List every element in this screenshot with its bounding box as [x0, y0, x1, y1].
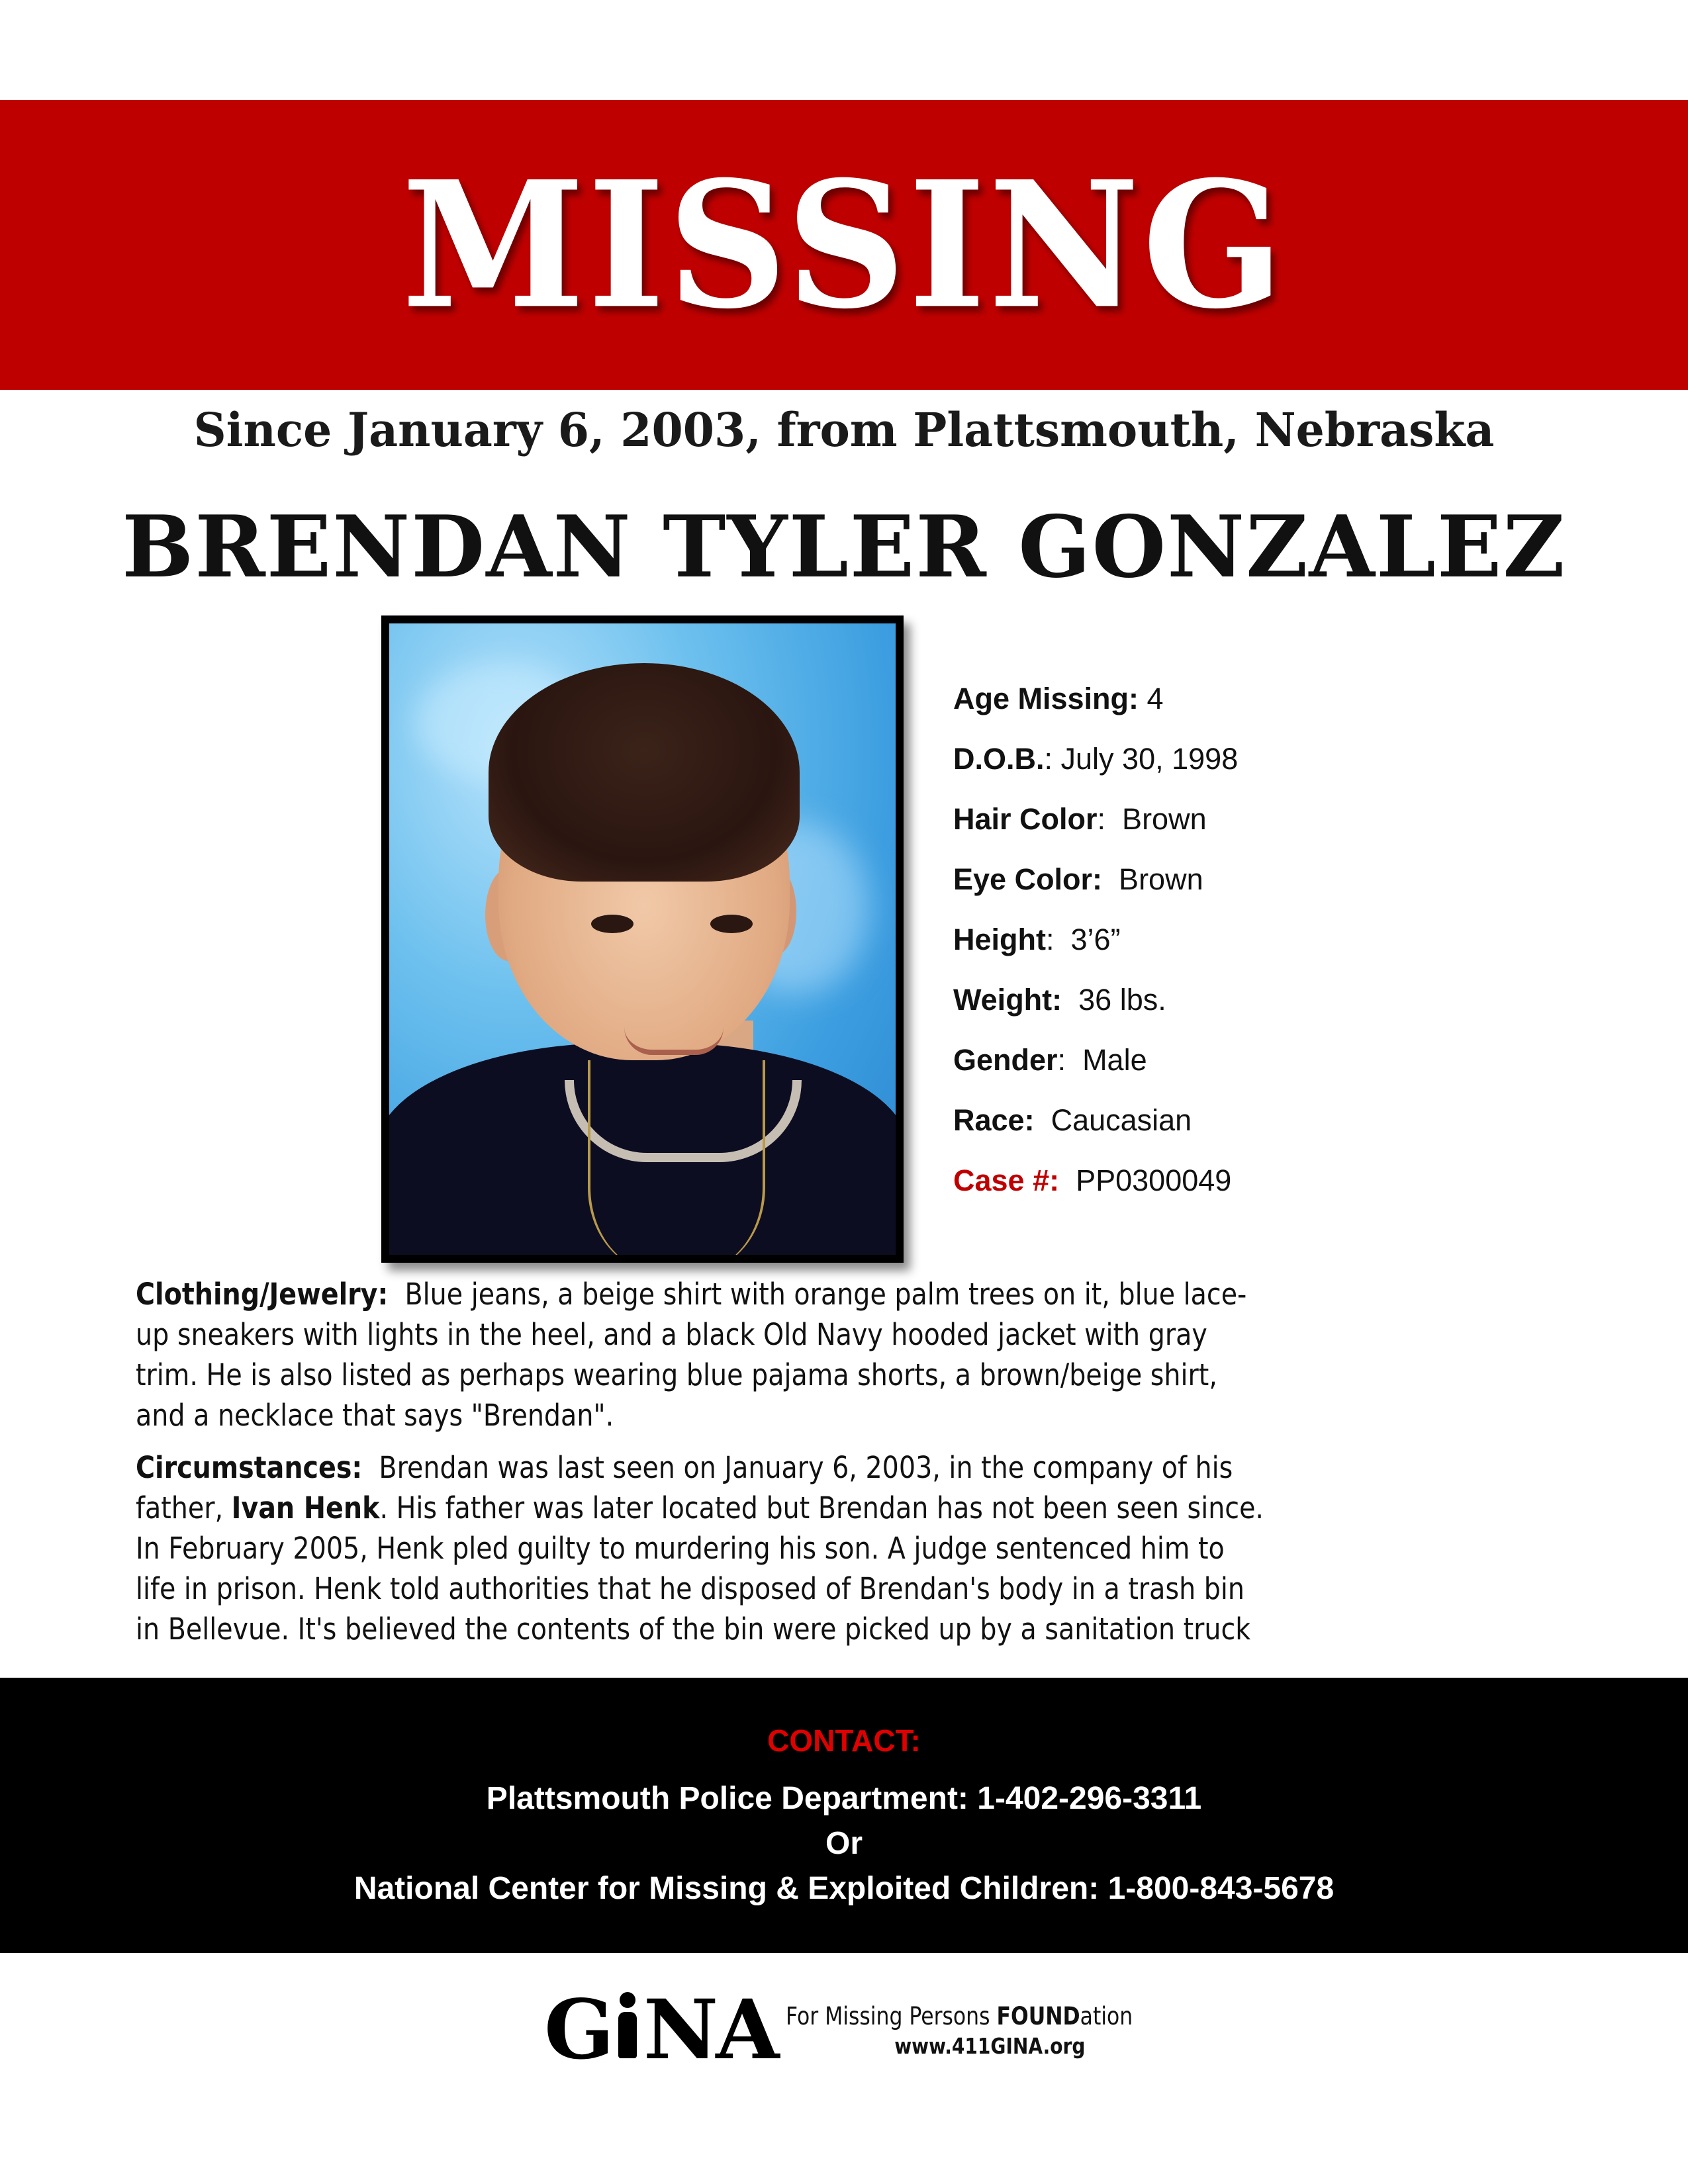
- circumstances-paragraph: Circumstances: Brendan was last seen on January 6, 2003, in the company of his father, Ivan Henk. His father was later located but Brendan has not been seen since. In February 2005, Henk pled guilty to murdering his son. A judge sentenced him to life in prison. Henk told authorities that he disposed of Brendan's body in a trash bin in Bellevue. It's believed the contents of the bin were picked up by a sanitation truck: [136, 1450, 1264, 1647]
- missing-banner: [0, 100, 1688, 390]
- hair-shape: [489, 663, 800, 882]
- contact-or: Or: [825, 1826, 863, 1861]
- detail-race: Race: Caucasian: [953, 1103, 1192, 1137]
- detail-eye-color: Eye Color: Brown: [953, 862, 1203, 896]
- detail-dob: D.O.B.: July 30, 1998: [953, 742, 1239, 776]
- person-photo: [381, 615, 904, 1263]
- missing-title: MISSING: [401, 142, 1287, 347]
- clothing-paragraph: Clothing/Jewelry: Blue jeans, a beige shirt with orange palm trees on it, blue lace- up sneakers with lights in the heel, and a black Old Navy hooded jacket with gray trim. He is also listed as perhaps wearing blue pajama shorts, a brown/beige shirt, and a necklace that says "Brendan".: [136, 1277, 1247, 1433]
- gina-tagline: For Missing Persons FOUNDation: [786, 2002, 1133, 2030]
- contact-ncmec-phone: National Center for Missing & Exploited Children: 1-800-843-5678: [353, 1871, 1335, 1906]
- person-name: BRENDAN TYLER GONZALEZ: [122, 498, 1566, 597]
- circumstances-label: Circumstances:: [136, 1450, 363, 1485]
- gina-url: www.411GINA.org: [894, 2033, 1086, 2059]
- gina-wordmark: G NA: [544, 1982, 777, 2078]
- detail-gender: Gender: Male: [953, 1043, 1147, 1077]
- detail-height: Height: 3’6”: [953, 923, 1121, 956]
- contact-police-phone: Plattsmouth Police Department: 1-402-296-3311: [486, 1781, 1202, 1816]
- necklace-shape: [588, 1060, 765, 1255]
- detail-case-number: Case #: PP0300049: [953, 1163, 1232, 1197]
- missing-since-subtitle: Since January 6, 2003, from Plattsmouth, Nebraska: [193, 402, 1495, 457]
- detail-hair-color: Hair Color: Brown: [953, 802, 1207, 836]
- details-list: [953, 668, 1238, 1210]
- clothing-label: Clothing/Jewelry:: [136, 1277, 389, 1312]
- photo-image: [389, 623, 896, 1255]
- contact-title: CONTACT:: [767, 1723, 921, 1758]
- detail-weight: Weight: 36 lbs.: [953, 983, 1166, 1017]
- detail-age-missing: Age Missing: 4: [953, 682, 1164, 715]
- person-figure-icon: [613, 1992, 642, 2058]
- gina-logo: [544, 1982, 1194, 2078]
- suspect-name: Ivan Henk: [231, 1490, 380, 1525]
